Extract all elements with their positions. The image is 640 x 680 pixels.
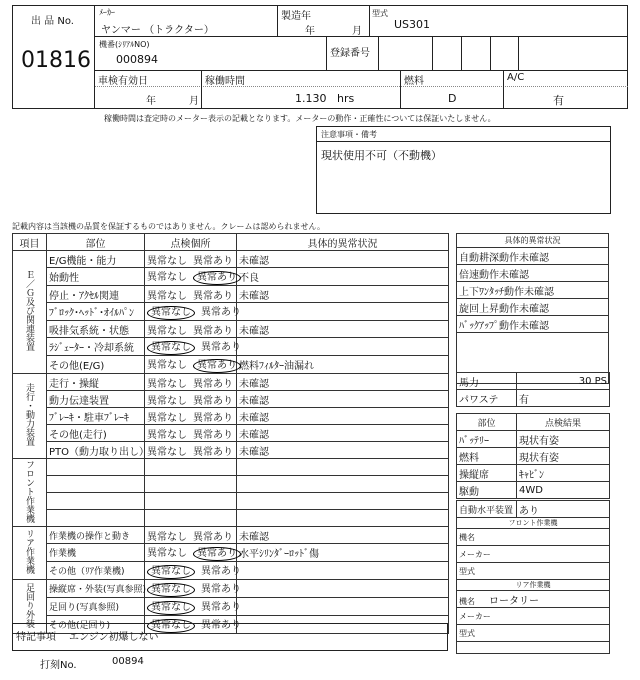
normal-option: 異常なし xyxy=(147,583,195,597)
normal-option: 異常なし xyxy=(147,531,187,543)
part-cell xyxy=(47,510,145,527)
part-cell: その他(走行) xyxy=(47,425,145,442)
check-cell xyxy=(145,425,237,442)
part-cell: 足回り(写真参照) xyxy=(47,598,145,616)
detail-cell: 水平ｼﾘﾝﾀﾞｰﾛｯﾄﾞ傷 xyxy=(237,544,449,562)
check-cell xyxy=(145,338,241,356)
detail-cell xyxy=(237,562,449,580)
front-maker-label: メーカー xyxy=(459,549,491,559)
check-cell xyxy=(145,510,237,527)
rear-maker-label: メーカー xyxy=(459,611,491,621)
auto-level-value: あり xyxy=(517,501,610,518)
abnormal-option: 異常あり xyxy=(201,307,241,318)
front-name-row xyxy=(457,529,610,546)
fuel-label: 燃料 xyxy=(404,76,424,87)
hours-value: 1.130 xyxy=(295,92,327,105)
abnormal-option: 異常あり xyxy=(193,412,233,424)
table-row xyxy=(13,476,449,493)
right-detail-header: 具体的異常状況 xyxy=(457,234,609,248)
remarks-box xyxy=(316,126,611,214)
check-table xyxy=(456,413,610,499)
detail-cell: 燃料ﾌｨﾙﾀｰ油漏れ xyxy=(237,356,449,374)
stamp-value: 00894 xyxy=(112,656,144,667)
normal-option: 異常なし xyxy=(147,255,187,267)
part-cell xyxy=(47,493,145,510)
rear-model-row xyxy=(457,625,610,642)
header-vline xyxy=(461,36,462,70)
table-row xyxy=(13,510,449,527)
ps-label: パワステ xyxy=(457,390,517,407)
special-box xyxy=(12,623,448,651)
detail-cell: 未確認 xyxy=(237,251,449,268)
table-row xyxy=(13,598,449,616)
remarks-label: 注意事項・備考 xyxy=(321,130,377,139)
detail-cell xyxy=(237,580,449,598)
header-vline xyxy=(432,36,433,70)
hours-notice: 稼働時間は査定時のメーター表示の記載となります。メーターの動作・正確性については保証いたしません。 xyxy=(104,114,496,123)
ac-value: 有 xyxy=(553,94,564,107)
check-cell xyxy=(145,374,237,391)
detail-cell: 未確認 xyxy=(237,408,449,425)
part-cell: PTO（動力取り出し） xyxy=(47,442,145,459)
out-no-box xyxy=(12,5,95,109)
part-cell: その他(足回り) xyxy=(47,616,145,634)
detail-cell xyxy=(237,476,449,493)
abnormal-option: 異常あり xyxy=(193,271,241,285)
detail-cell xyxy=(237,338,449,356)
header-vline xyxy=(490,36,491,70)
maker-value: ヤンマー （トラクター） xyxy=(101,25,214,36)
part-cell: 動力伝達装置 xyxy=(47,391,145,408)
table-row xyxy=(13,374,449,391)
rear-name-row xyxy=(457,591,610,608)
table-row xyxy=(13,391,449,408)
header-vline xyxy=(503,70,504,109)
abnormal-option: 異常あり xyxy=(193,255,233,267)
abnormal-option: 異常あり xyxy=(193,290,233,302)
part-cell: 操縦席・外装(写真参照) xyxy=(47,580,145,598)
front-maker-row xyxy=(457,546,610,563)
spec-table xyxy=(456,372,610,407)
normal-option: 異常なし xyxy=(147,272,187,283)
header-vline xyxy=(201,70,202,109)
part-cell: その他(E/G) xyxy=(47,356,145,374)
group-label xyxy=(13,459,47,527)
group-label-text: 足回り外装 xyxy=(24,582,34,628)
check-cell xyxy=(145,442,237,459)
detail-cell xyxy=(237,493,449,510)
rear-model-label: 型式 xyxy=(459,628,475,638)
header-vline xyxy=(326,36,327,70)
table-row xyxy=(13,338,449,356)
check-cell xyxy=(145,303,241,321)
table-row xyxy=(13,580,449,598)
model-label: 型式 xyxy=(372,9,388,18)
part-cell: 作業機 xyxy=(47,544,145,562)
abnormal-option: 異常あり xyxy=(201,620,241,631)
table-row xyxy=(13,321,449,338)
table-row xyxy=(13,425,449,442)
header-vline xyxy=(400,70,401,109)
front-name-label: 機名 xyxy=(459,532,475,542)
check-key: 燃料 xyxy=(457,448,517,465)
right-item: 倍速動作未確認 xyxy=(457,265,609,282)
table-row xyxy=(13,562,449,580)
hp-value: 30 PS xyxy=(517,373,610,390)
table-row xyxy=(13,408,449,425)
normal-option: 異常なし xyxy=(147,429,187,441)
check-cell xyxy=(145,527,237,544)
part-cell: 吸排気系統・状態 xyxy=(47,321,145,338)
check-key: 操縦席 xyxy=(457,465,517,482)
header-vline xyxy=(277,5,278,36)
part-cell xyxy=(47,459,145,476)
inspection-table xyxy=(12,233,449,634)
abnormal-option: 異常あり xyxy=(193,429,233,441)
table-row xyxy=(13,442,449,459)
check-cell xyxy=(145,580,241,598)
part-cell: 停止・ｱｸｾﾙ関連 xyxy=(47,286,145,303)
rear-name-value: ロータリー xyxy=(489,595,539,607)
check-value: 現状有姿 xyxy=(517,448,610,465)
table-row xyxy=(13,286,449,303)
normal-option: 異常なし xyxy=(147,601,195,615)
abnormal-option: 異常あり xyxy=(201,602,241,613)
group-label xyxy=(13,527,47,580)
group-label-text: リア作業機 xyxy=(24,529,34,574)
detail-right-table xyxy=(456,233,609,384)
check-cell xyxy=(145,459,237,476)
inspection-year: 年 xyxy=(146,96,156,107)
abnormal-option: 異常あり xyxy=(193,446,233,458)
part-cell: 走行・操縦 xyxy=(47,374,145,391)
serial-label: 機番(ｼﾘｱﾙNO) xyxy=(99,40,150,49)
check-cell xyxy=(145,268,237,286)
part-label: 部位 xyxy=(457,414,517,431)
check-cell xyxy=(145,562,241,580)
detail-cell xyxy=(237,598,449,616)
header-line xyxy=(95,86,628,87)
col-item: 項目 xyxy=(13,234,47,251)
detail-cell: 未確認 xyxy=(237,442,449,459)
detail-cell: 未確認 xyxy=(237,321,449,338)
quality-notice: 記載内容は当該機の品質を保証するものではありません。クレームは認められません。 xyxy=(12,222,325,231)
check-cell xyxy=(145,391,237,408)
hp-label: 馬力 xyxy=(457,373,517,390)
table-row xyxy=(13,544,449,562)
check-cell xyxy=(145,356,237,374)
right-item: 自動耕深動作未確認 xyxy=(457,248,609,265)
part-cell: ﾌﾞﾛｯｸ･ﾍｯﾄﾞ･ｵｲﾙﾊﾟﾝ xyxy=(47,303,145,321)
table-row xyxy=(13,268,449,286)
check-cell xyxy=(145,598,241,616)
header-line xyxy=(95,70,628,71)
group-label xyxy=(13,251,47,374)
check-key: 駆動 xyxy=(457,482,517,499)
abnormal-option: 異常あり xyxy=(193,547,241,561)
detail-cell xyxy=(237,303,449,321)
detail-cell xyxy=(237,510,449,527)
remarks-text: 現状使用不可（不動機） xyxy=(321,149,442,162)
part-cell: E/G機能・能力 xyxy=(47,251,145,268)
part-cell: ﾌﾞﾚｰｷ・駐車ﾌﾞﾚｰｷ xyxy=(47,408,145,425)
part-cell: その他（ﾘｱ作業機) xyxy=(47,562,145,580)
auto-level-label: 自動水平装置 xyxy=(457,501,517,518)
header-vline xyxy=(518,36,519,70)
col-check: 点検個所 xyxy=(145,234,237,251)
detail-cell: 不良 xyxy=(237,268,449,286)
check-value: 現状有姿 xyxy=(517,431,610,448)
abnormal-option: 異常あり xyxy=(193,395,233,407)
col-part: 部位 xyxy=(47,234,145,251)
front-impl-header: フロント作業機 xyxy=(457,518,610,529)
check-value: 4WD xyxy=(517,482,610,499)
abnormal-option: 異常あり xyxy=(193,378,233,390)
group-label xyxy=(13,374,47,459)
detail-cell: 未確認 xyxy=(237,527,449,544)
group-label-text: 走行・動力装置 xyxy=(24,383,34,446)
stamp-label: 打刻No. xyxy=(40,660,77,671)
abnormal-option: 異常あり xyxy=(193,325,233,337)
detail-cell: 未確認 xyxy=(237,425,449,442)
abnormal-option: 異常あり xyxy=(193,359,241,373)
detail-cell: 未確認 xyxy=(237,374,449,391)
abnormal-option: 異常あり xyxy=(201,566,241,577)
year-label: 製造年 xyxy=(281,11,311,22)
check-cell xyxy=(145,251,237,268)
year-unit: 年 xyxy=(305,26,315,37)
out-no-label: 出 品 No. xyxy=(31,16,74,27)
normal-option: 異常なし xyxy=(147,360,187,371)
inspection-month: 月 xyxy=(189,96,199,107)
abnormal-option: 異常あり xyxy=(201,584,241,595)
normal-option: 異常なし xyxy=(147,412,187,424)
table-row xyxy=(13,493,449,510)
right-item: 上下ﾜﾝﾀｯﾁ動作未確認 xyxy=(457,282,609,299)
front-model-row xyxy=(457,563,610,580)
rear-impl-header: リア作業機 xyxy=(457,580,610,591)
right-item: ﾊﾞｯｸｱｯﾌﾟ動作未確認 xyxy=(457,316,609,333)
normal-option: 異常なし xyxy=(147,306,195,320)
ac-label: A/C xyxy=(507,72,525,83)
table-row xyxy=(13,303,449,321)
model-value: US301 xyxy=(394,18,431,31)
inspection-label: 車検有効日 xyxy=(98,76,148,87)
rear-maker-row xyxy=(457,608,610,625)
ps-value: 有 xyxy=(517,390,610,407)
implement-table xyxy=(456,500,610,654)
normal-option: 異常なし xyxy=(147,565,195,579)
normal-option: 異常なし xyxy=(147,446,187,458)
right-item: 旋回上昇動作未確認 xyxy=(457,299,609,316)
abnormal-option: 異常あり xyxy=(201,342,241,353)
header-vline xyxy=(378,36,379,70)
table-row xyxy=(13,356,449,374)
check-cell xyxy=(145,286,237,303)
table-row xyxy=(13,527,449,544)
maker-label: ﾒｰｶｰ xyxy=(99,8,115,17)
normal-option: 異常なし xyxy=(147,341,195,355)
detail-cell xyxy=(237,459,449,476)
header-vline xyxy=(369,5,370,36)
result-label: 点検結果 xyxy=(517,414,610,431)
check-key: ﾊﾞｯﾃﾘｰ xyxy=(457,431,517,448)
normal-option: 異常なし xyxy=(147,290,187,302)
group-label-text: Ｅ／Ｇ及び関連装置 xyxy=(24,270,34,351)
hours-unit: hrs xyxy=(337,92,355,105)
out-no-value: 01816 xyxy=(21,48,91,73)
check-cell xyxy=(145,544,237,562)
serial-value: 000894 xyxy=(116,53,158,66)
normal-option: 異常なし xyxy=(147,325,187,337)
col-detail: 具体的異常状況 xyxy=(237,234,449,251)
group-label-text: フロント作業機 xyxy=(24,459,34,523)
normal-option: 異常なし xyxy=(147,619,195,633)
check-cell xyxy=(145,321,237,338)
normal-option: 異常なし xyxy=(147,378,187,390)
table-row xyxy=(13,459,449,476)
rear-name-label: 機名 xyxy=(459,596,475,606)
check-cell xyxy=(145,493,237,510)
check-cell xyxy=(145,408,237,425)
part-cell xyxy=(47,476,145,493)
month-unit: 月 xyxy=(352,26,362,37)
detail-cell: 未確認 xyxy=(237,391,449,408)
normal-option: 異常なし xyxy=(147,395,187,407)
right-footer-row xyxy=(457,642,610,654)
check-value: ｷｬﾋﾞﾝ xyxy=(517,465,610,482)
part-cell: ﾗｼﾞｪｰﾀｰ・冷却系統 xyxy=(47,338,145,356)
table-row xyxy=(13,251,449,268)
special-label: 特記事項 xyxy=(16,632,56,643)
part-cell: 作業機の操作と動き xyxy=(47,527,145,544)
normal-option: 異常なし xyxy=(147,548,187,559)
part-cell: 始動性 xyxy=(47,268,145,286)
hours-label: 稼働時間 xyxy=(205,76,245,87)
check-cell xyxy=(145,476,237,493)
remarks-divider xyxy=(317,141,610,142)
detail-cell: 未確認 xyxy=(237,286,449,303)
front-model-label: 型式 xyxy=(459,566,475,576)
fuel-value: D xyxy=(448,92,457,105)
special-text: エンジン初爆しない xyxy=(69,632,159,643)
abnormal-option: 異常あり xyxy=(193,531,233,543)
registration-label: 登録番号 xyxy=(330,48,370,59)
